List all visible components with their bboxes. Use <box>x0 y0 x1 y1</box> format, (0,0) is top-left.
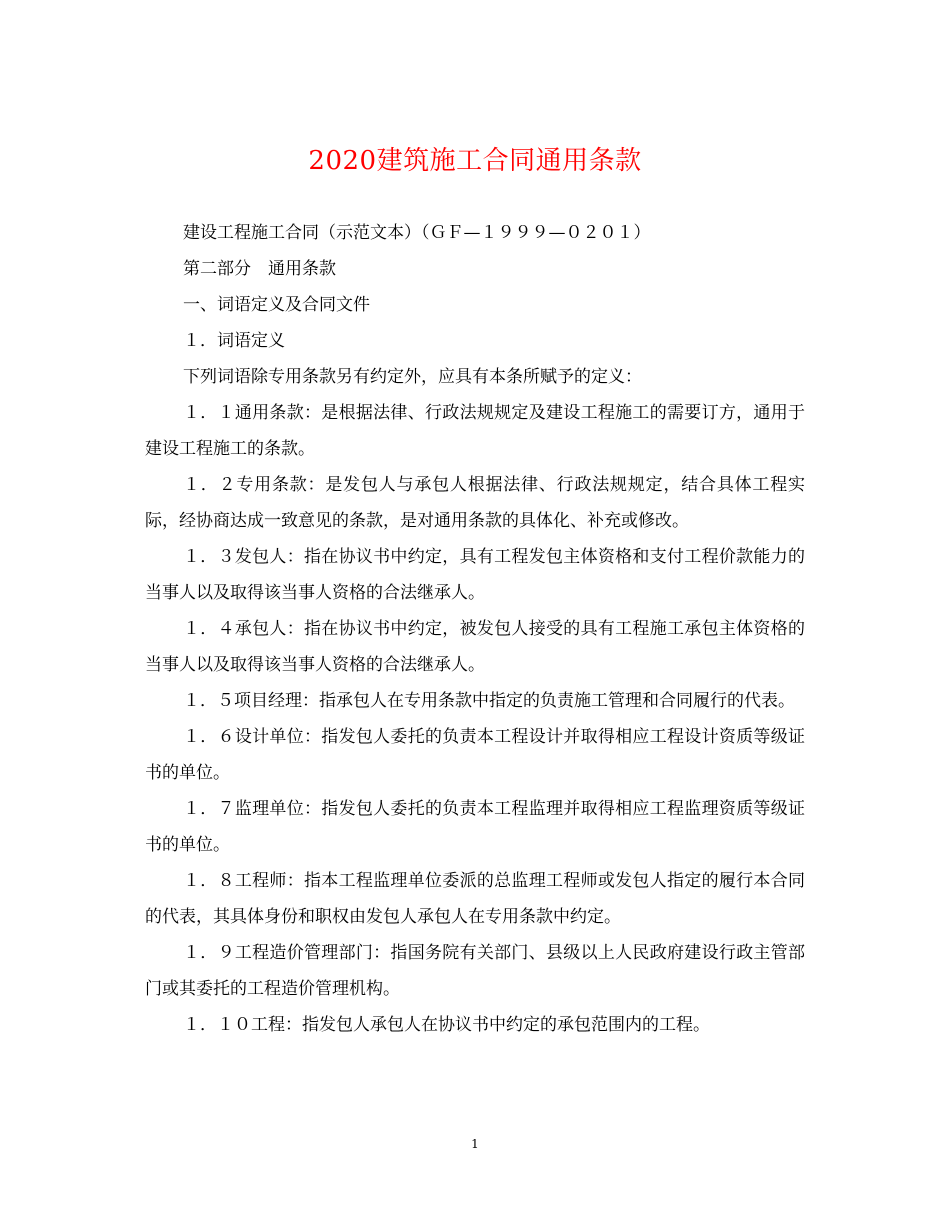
paragraph-clause-1-5: １．５项目经理：指承包人在专用条款中指定的负责施工管理和合同履行的代表。 <box>183 691 795 711</box>
page-number: 1 <box>471 1137 479 1151</box>
paragraph-clause-1-8: １．８工程师：指本工程监理单位委派的总监理工程师或发包人指定的履行本合同的代表，其具体身份和职权由发包人承包人在专用条款中约定。 <box>145 871 805 927</box>
paragraph-clause-1-9: １．９工程造价管理部门：指国务院有关部门、县级以上人民政府建设行政主管部门或其委托的工程造价管理机构。 <box>145 943 805 999</box>
paragraph-clause-1: １．词语定义 <box>183 331 285 351</box>
document-title: 2020建筑施工合同通用条款 <box>308 146 642 176</box>
paragraph-definitions-intro: 下列词语除专用条款另有约定外，应具有本条所赋予的定义： <box>183 367 642 387</box>
paragraph-clause-1-7: １．７监理单位：指发包人委托的负责本工程监理并取得相应工程监理资质等级证书的单位。 <box>145 799 805 855</box>
paragraph-clause-1-6: １．６设计单位：指发包人委托的负责本工程设计并取得相应工程设计资质等级证书的单位。 <box>145 727 805 783</box>
paragraph-clause-1-3: １．３发包人：指在协议书中约定，具有工程发包主体资格和支付工程价款能力的当事人以及取得该当事人资格的合法继承人。 <box>145 547 805 603</box>
paragraph-part-two: 第二部分 通用条款 <box>183 259 336 279</box>
document-body <box>145 215 805 1043</box>
paragraph-clause-1-4: １．４承包人：指在协议书中约定，被发包人接受的具有工程施工承包主体资格的当事人以及取得该当事人资格的合法继承人。 <box>145 619 805 675</box>
paragraph-section-one: 一、词语定义及合同文件 <box>183 295 370 315</box>
paragraph-clause-1-2: １．２专用条款：是发包人与承包人根据法律、行政法规规定，结合具体工程实际，经协商达成一致意见的条款，是对通用条款的具体化、补充或修改。 <box>145 475 805 531</box>
paragraph-clause-1-10: １．１０工程：指发包人承包人在协议书中约定的承包范围内的工程。 <box>183 1015 710 1035</box>
paragraph-contract-heading: 建设工程施工合同（示范文本）（ＧＦ—１９９９—０２０１） <box>183 223 651 243</box>
paragraph-clause-1-1: １．１通用条款：是根据法律、行政法规规定及建设工程施工的需要订方，通用于建设工程施工的条款。 <box>145 403 805 459</box>
